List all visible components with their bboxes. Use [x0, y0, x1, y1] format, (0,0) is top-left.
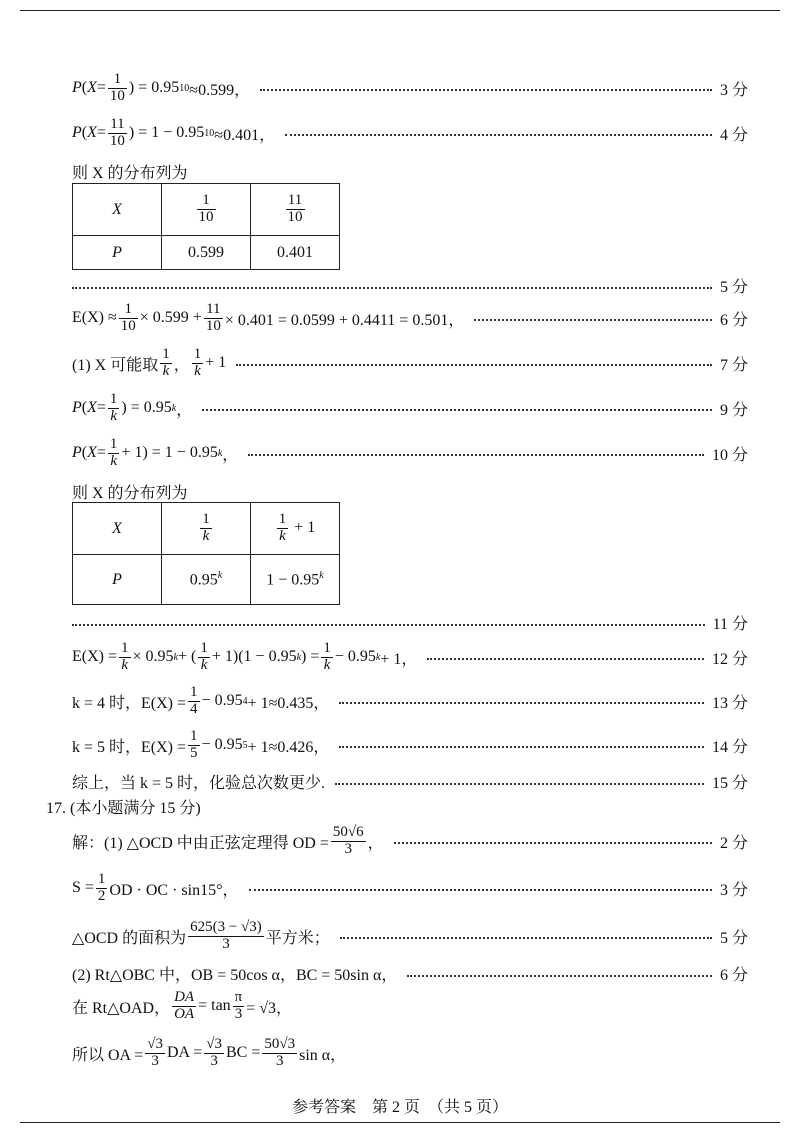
fraction-1-10: $\frac{1}{10}$: [109, 71, 125, 104]
dot-leader: [427, 658, 704, 660]
top-rule: [20, 10, 780, 11]
dot-leader: [339, 746, 704, 748]
line-p-x-1-10: P ( X = $\frac{1}{10}$ ) = 0.95 10 ≈0.599， 3 分: [72, 71, 748, 104]
table-cell-p-value-1: 0.95$^k$: [162, 555, 251, 605]
page-footer: 参考答案 第 2 页 （共 5 页）: [291, 1099, 508, 1116]
table-cell-p-value-2: $1 - 0.95^k$: [251, 555, 340, 605]
line-summary: 综上，当 k = 5 时，化验总次数更少. 15 分: [72, 775, 748, 792]
line-k-equals-5: k = 5 时，E(X) = $\frac{1}{5}$ − 0.95 5 + 1≈0.426， 14 分: [72, 728, 748, 761]
line-expectation-1: E(X) ≈ $\frac{1}{10}$ × 0.599 + $\frac{11}{10}$ × 0.401 = 0.0599 + 0.4411 = 0.501， 6 分: [72, 301, 748, 334]
table-cell-x-value-2: $\frac{11}{10}$: [251, 184, 340, 236]
distribution-heading-2: 则 X 的分布列为: [72, 485, 188, 502]
dot-leader: [202, 409, 712, 411]
dot-leader: [407, 975, 712, 977]
bottom-rule: [20, 1122, 780, 1123]
table-cell-x-label: X: [73, 503, 162, 555]
dot-leader: [236, 364, 712, 366]
line-oa-expression: 所以 OA = $\frac{√3}{3}$ DA = $\frac{√3}{3}$ BC = $\frac{50√3}{3}$ sin α，: [72, 1036, 347, 1069]
line-sine-law: 解：(1) △OCD 中由正弦定理得 OD = $\frac{50√6}{3}$ ， 2 分: [72, 824, 748, 857]
dot-leader: [72, 624, 705, 626]
line-rt-obc: (2) Rt△OBC 中，OB = 50cos α，BC = 50sin α， 6 分: [72, 967, 748, 984]
line-possible-values: (1) X 可能取 $\frac{1}{k}$ ， $\frac{1}{k}$ + 1 7 分: [72, 346, 748, 379]
line-score-11: 11 分: [72, 611, 748, 634]
dot-leader: [248, 454, 704, 456]
dot-leader: [339, 702, 704, 704]
line-p-x-1-k-plus-1: P ( X = $\frac{1}{k}$ + 1) = 1 − 0.95 k ， 10 分: [72, 436, 748, 469]
dot-leader: [72, 287, 712, 289]
dot-leader: [474, 319, 712, 321]
table-cell-p-value-2: 0.401: [251, 236, 340, 270]
dot-leader: [394, 842, 712, 844]
line-score-5: 5 分: [72, 274, 748, 297]
distribution-table-1: [72, 183, 340, 270]
line-rt-oad: 在 Rt△OAD， $\frac{DA}{OA}$ = tan $\frac{\pi}{3}$ = √3，: [72, 989, 293, 1022]
line-expectation-2: E(X) = $\frac{1}{k}$ × 0.95 k + ( $\frac{1}{k}$ + 1)(1 − 0.95 k ) = $\frac{1}{k}$ − 0.95 k + 1， 12 分: [72, 640, 748, 673]
line-p-x-11-10: P ( X = $\frac{11}{10}$ ) = 1 − 0.95 10 ≈0.401， 4 分: [72, 116, 748, 149]
distribution-heading-1: 则 X 的分布列为: [72, 165, 188, 182]
dot-leader: [340, 937, 712, 939]
table-cell-p-label: P: [73, 555, 162, 605]
table-cell-x-value-1: $\frac{1}{10}$: [162, 184, 251, 236]
line-area-result: △OCD 的面积为 $\frac{625(3 - √3)}{3}$ 平方米； 5 分: [72, 919, 748, 952]
score-label: 3 分: [719, 81, 748, 99]
distribution-table-2: [72, 502, 340, 605]
line-area-formula: S = $\frac{1}{2}$ OD · OC · sin15°， 3 分: [72, 871, 748, 904]
table-cell-p-value-1: 0.599: [162, 236, 251, 270]
dot-leader: [249, 889, 712, 891]
score-label: 4 分: [719, 126, 748, 144]
line-k-equals-4: k = 4 时，E(X) = $\frac{1}{4}$ − 0.95 4 + 1≈0.435， 13 分: [72, 684, 748, 717]
dot-leader: [335, 783, 704, 785]
line-p-x-1-k: P ( X = $\frac{1}{k}$ ) = 0.95 k ， 9 分: [72, 391, 748, 424]
dot-leader: [260, 89, 712, 91]
table-cell-x-label: X: [73, 184, 162, 236]
table-cell-x-value-1: $\frac{1}{k}$: [162, 503, 251, 555]
table-cell-x-value-2: $\frac{1}{k}$ + 1: [251, 503, 340, 555]
question-17-heading: 17. (本小题满分 15 分): [46, 800, 201, 817]
dot-leader: [285, 134, 712, 136]
table-cell-p-label: P: [73, 236, 162, 270]
fraction-11-10: $\frac{11}{10}$: [109, 116, 125, 149]
